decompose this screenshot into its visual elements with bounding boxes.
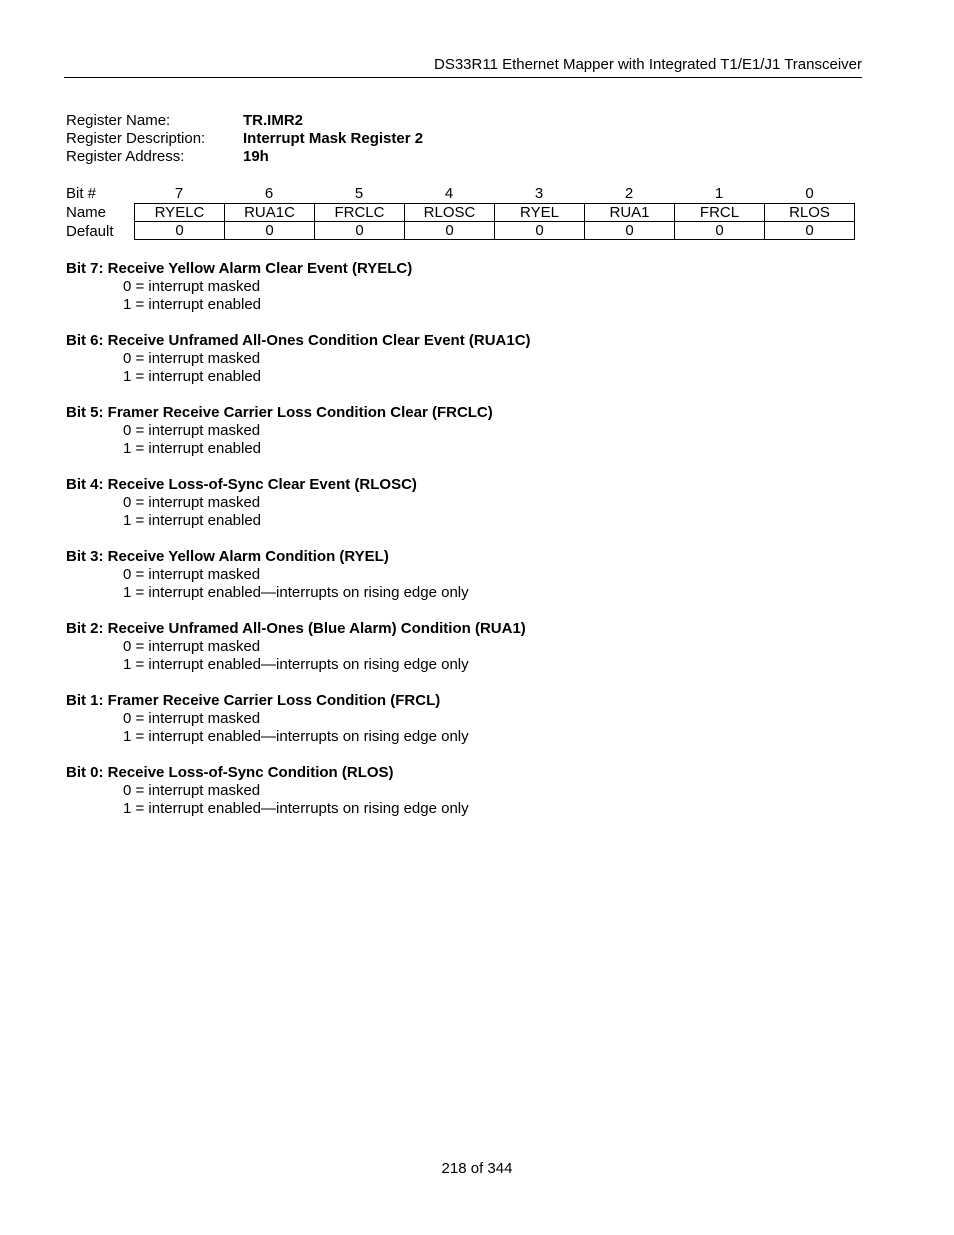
bit-table xyxy=(134,203,855,240)
name-row-label: Name xyxy=(66,204,107,221)
bit-number: 1 xyxy=(714,185,724,202)
bit-option: 0 = interrupt masked xyxy=(123,638,261,655)
register-name-label: Register Name: xyxy=(66,112,171,129)
register-description: Interrupt Mask Register 2 xyxy=(243,130,424,147)
bit-option: 0 = interrupt masked xyxy=(123,278,261,295)
bit-default-cell: 0 xyxy=(405,222,495,240)
bit-label: Bit # xyxy=(66,185,97,202)
bit-section-title: Bit 6: Receive Unframed All-Ones Condition Clear Event (RUA1C) xyxy=(66,332,531,349)
bit-number: 7 xyxy=(174,185,184,202)
bit-section-title: Bit 0: Receive Loss-of-Sync Condition (RLOS) xyxy=(66,764,394,781)
bit-default-cell: 0 xyxy=(225,222,315,240)
bit-descriptions xyxy=(66,260,866,836)
bit-name-cell: FRCLC xyxy=(315,204,405,222)
bit-default-cell: 0 xyxy=(585,222,675,240)
register-info xyxy=(66,112,423,166)
bit-option: 0 = interrupt masked xyxy=(123,350,261,367)
bit-option: 0 = interrupt masked xyxy=(123,566,261,583)
bit-section xyxy=(66,404,866,458)
register-addr-label: Register Address: xyxy=(66,148,185,165)
bit-option: 1 = interrupt enabled—interrupts on rising edge only xyxy=(123,728,469,745)
bit-section xyxy=(66,260,866,314)
bit-option: 0 = interrupt masked xyxy=(123,782,261,799)
register-desc-label: Register Description: xyxy=(66,130,206,147)
bit-name-cell: RUA1 xyxy=(585,204,675,222)
bit-option: 1 = interrupt enabled xyxy=(123,368,262,385)
bit-section xyxy=(66,476,866,530)
bit-default-cell: 0 xyxy=(315,222,405,240)
bit-option: 1 = interrupt enabled xyxy=(123,512,262,529)
bit-section-title: Bit 5: Framer Receive Carrier Loss Condition Clear (FRCLC) xyxy=(66,404,493,421)
bit-name-cell: RUA1C xyxy=(225,204,315,222)
page-header: DS33R11 Ethernet Mapper with Integrated T1/E1/J1 Transceiver xyxy=(64,55,862,78)
bit-name-cell: RLOS xyxy=(765,204,855,222)
bit-option: 1 = interrupt enabled—interrupts on rising edge only xyxy=(123,656,469,673)
bit-name-cell: RYELC xyxy=(135,204,225,222)
bit-section-title: Bit 4: Receive Loss-of-Sync Clear Event (RLOSC) xyxy=(66,476,417,493)
bit-section-title: Bit 1: Framer Receive Carrier Loss Condition (FRCL) xyxy=(66,692,441,709)
bit-option: 1 = interrupt enabled—interrupts on rising edge only xyxy=(123,800,469,817)
bit-name-cell: RYEL xyxy=(495,204,585,222)
bit-number: 0 xyxy=(805,185,814,202)
bit-option: 0 = interrupt masked xyxy=(123,494,261,511)
bit-section xyxy=(66,548,866,602)
bit-number: 3 xyxy=(534,185,544,202)
bit-option: 1 = interrupt enabled xyxy=(123,440,262,457)
bit-section xyxy=(66,764,866,818)
register-name: TR.IMR2 xyxy=(243,112,303,129)
bit-default-row xyxy=(135,222,855,240)
bit-table-row-labels xyxy=(66,203,114,241)
bit-default-cell: 0 xyxy=(675,222,765,240)
bit-option: 0 = interrupt masked xyxy=(123,422,261,439)
bit-default-cell: 0 xyxy=(765,222,855,240)
bit-section xyxy=(66,620,866,674)
bit-option: 1 = interrupt enabled—interrupts on rising edge only xyxy=(123,584,469,601)
bit-section-title: Bit 7: Receive Yellow Alarm Clear Event (RYELC) xyxy=(66,260,413,277)
register-address: 19h xyxy=(243,148,269,165)
bit-number: 4 xyxy=(444,185,454,202)
bit-number: 6 xyxy=(264,185,274,202)
page-number: 218 of 344 xyxy=(441,1160,513,1177)
bit-number: 2 xyxy=(624,185,634,202)
bit-default-cell: 0 xyxy=(495,222,585,240)
bit-section-title: Bit 2: Receive Unframed All-Ones (Blue Alarm) Condition (RUA1) xyxy=(66,620,526,637)
default-row-label: Default xyxy=(66,223,114,240)
bit-option: 1 = interrupt enabled xyxy=(123,296,262,313)
bit-section xyxy=(66,692,866,746)
bit-name-row xyxy=(135,204,855,222)
bit-name-cell: FRCL xyxy=(675,204,765,222)
bit-option: 0 = interrupt masked xyxy=(123,710,261,727)
bit-number: 5 xyxy=(354,185,364,202)
bit-number-row xyxy=(66,184,855,203)
bit-default-cell: 0 xyxy=(135,222,225,240)
bit-section xyxy=(66,332,866,386)
bit-section-title: Bit 3: Receive Yellow Alarm Condition (RYEL) xyxy=(66,548,389,565)
bit-name-cell: RLOSC xyxy=(405,204,495,222)
